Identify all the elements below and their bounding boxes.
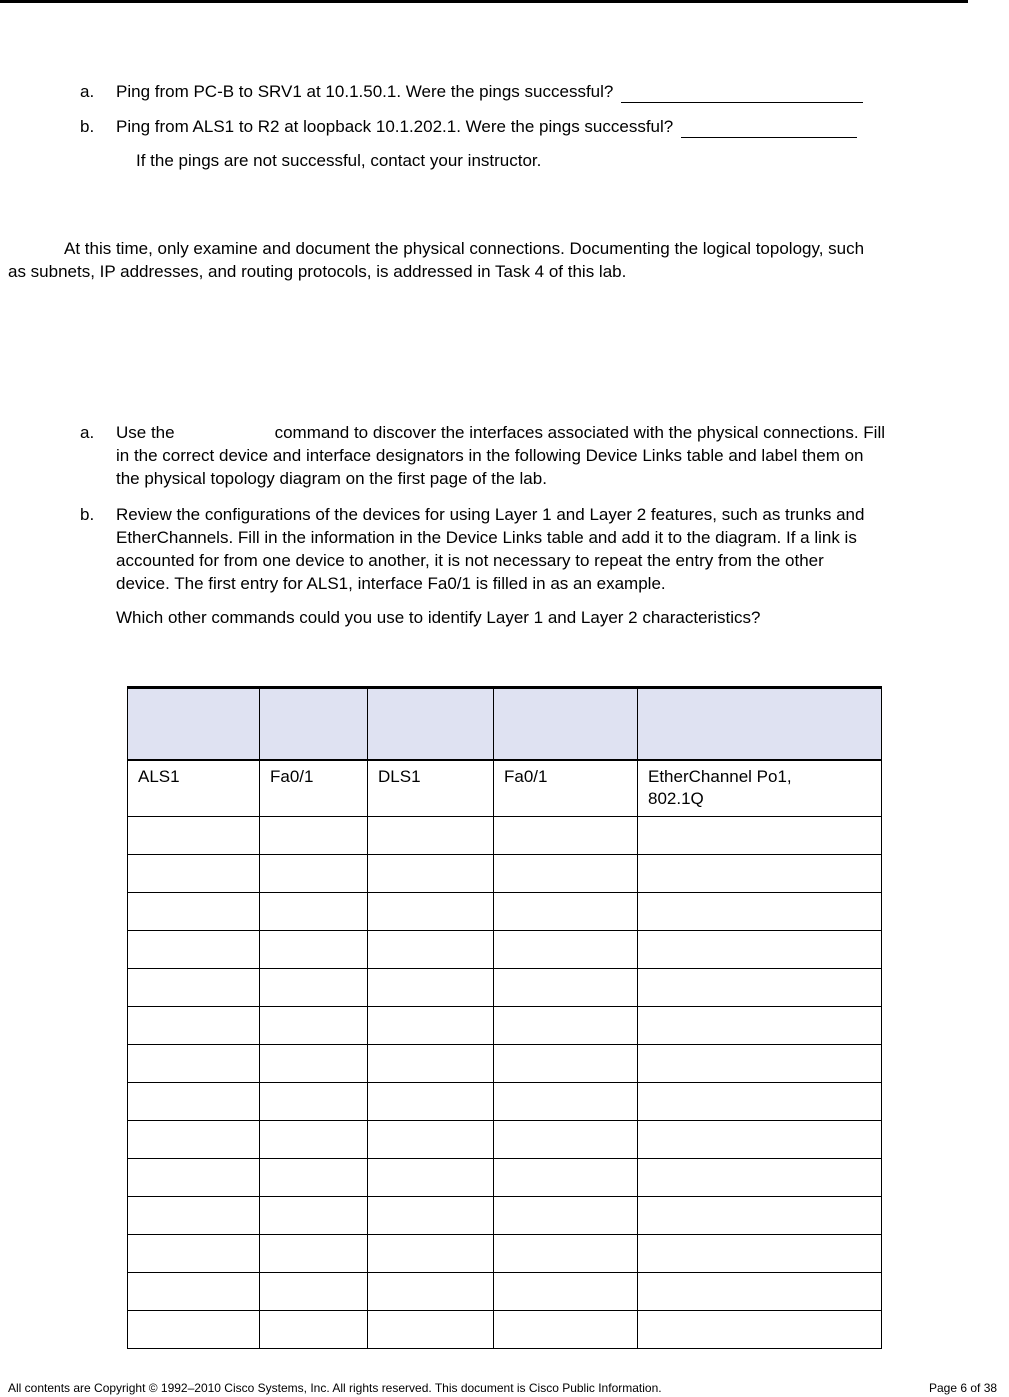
- step-b-item: [80, 116, 857, 138]
- table-row: [128, 855, 882, 893]
- table-row: [128, 1121, 882, 1159]
- list-marker: b.: [80, 505, 95, 524]
- cell-link-type-blank[interactable]: [638, 817, 882, 855]
- cell-from-device-blank[interactable]: [128, 1235, 260, 1273]
- cell-to-device-blank[interactable]: [368, 1083, 494, 1121]
- cell-to-interface-blank[interactable]: [494, 817, 638, 855]
- cell-link-type: [638, 760, 882, 817]
- cell-to-interface: Fa0/1: [494, 760, 638, 817]
- cell-from-device-blank[interactable]: [128, 1045, 260, 1083]
- cell-to-device-blank[interactable]: [368, 1235, 494, 1273]
- cell-to-interface-blank[interactable]: [494, 969, 638, 1007]
- list-marker: a.: [80, 82, 95, 101]
- cell-link-type-blank[interactable]: [638, 893, 882, 931]
- cell-from-interface-blank[interactable]: [260, 1045, 368, 1083]
- cell-to-interface-blank[interactable]: [494, 1121, 638, 1159]
- cell-from-device-blank[interactable]: [128, 1273, 260, 1311]
- step-links-a-before: Use the: [116, 423, 175, 442]
- cell-link-type-blank[interactable]: [638, 1083, 882, 1121]
- cell-from-device-blank[interactable]: [128, 1197, 260, 1235]
- device-links-table: [127, 686, 882, 1349]
- table-row-example: [128, 760, 882, 817]
- cell-from-interface: Fa0/1: [260, 760, 368, 817]
- table-row: [128, 817, 882, 855]
- cell-from-device-blank[interactable]: [128, 931, 260, 969]
- cell-to-device-blank[interactable]: [368, 1197, 494, 1235]
- cell-to-device: DLS1: [368, 760, 494, 817]
- cell-to-interface-blank[interactable]: [494, 931, 638, 969]
- table-row: [128, 1045, 882, 1083]
- footer-copyright: All contents are Copyright © 1992–2010 Cisco Systems, Inc. All rights reserved. This document is Cisco Public Information.: [8, 1381, 662, 1395]
- table-row: [128, 1311, 882, 1349]
- cell-from-device-blank[interactable]: [128, 1083, 260, 1121]
- cell-from-interface-blank[interactable]: [260, 1159, 368, 1197]
- cell-from-device-blank[interactable]: [128, 969, 260, 1007]
- table-row: [128, 1083, 882, 1121]
- cell-from-device-blank[interactable]: [128, 1007, 260, 1045]
- step-a-text: Ping from PC-B to SRV1 at 10.1.50.1. Were the pings successful?: [116, 82, 614, 101]
- cell-to-interface-blank[interactable]: [494, 1311, 638, 1349]
- cell-to-device-blank[interactable]: [368, 855, 494, 893]
- table-row: [128, 1273, 882, 1311]
- step-links-b-line1: Review the configurations of the devices for using Layer 1 and Layer 2 features, such as trunks and: [116, 505, 865, 524]
- cell-to-interface-blank[interactable]: [494, 1197, 638, 1235]
- cell-link-type-blank[interactable]: [638, 1121, 882, 1159]
- list-marker: b.: [80, 117, 95, 136]
- cell-from-interface-blank[interactable]: [260, 969, 368, 1007]
- cell-to-device-blank[interactable]: [368, 817, 494, 855]
- step-links-b-line4: device. The first entry for ALS1, interface Fa0/1 is filled in as an example.: [116, 574, 666, 593]
- cell-to-interface-blank[interactable]: [494, 1235, 638, 1273]
- cell-from-interface-blank[interactable]: [260, 1235, 368, 1273]
- cell-from-interface-blank[interactable]: [260, 1197, 368, 1235]
- cell-to-device-blank[interactable]: [368, 1311, 494, 1349]
- table-row: [128, 893, 882, 931]
- header-to-device: [368, 688, 494, 761]
- cell-from-device-blank[interactable]: [128, 817, 260, 855]
- cell-to-interface-blank[interactable]: [494, 1159, 638, 1197]
- cell-from-interface-blank[interactable]: [260, 1083, 368, 1121]
- cell-to-interface-blank[interactable]: [494, 1083, 638, 1121]
- cell-link-type-blank[interactable]: [638, 1007, 882, 1045]
- step-links-b: [80, 503, 1009, 595]
- cell-to-device-blank[interactable]: [368, 931, 494, 969]
- cell-from-device-blank[interactable]: [128, 1159, 260, 1197]
- cell-to-interface-blank[interactable]: [494, 1045, 638, 1083]
- cell-link-type-blank[interactable]: [638, 1273, 882, 1311]
- cell-from-interface-blank[interactable]: [260, 1273, 368, 1311]
- cell-link-type-blank[interactable]: [638, 1311, 882, 1349]
- header-to-interface: [494, 688, 638, 761]
- cell-to-interface-blank[interactable]: [494, 893, 638, 931]
- step-links-a-after: command to discover the interfaces associated with the physical connections. Fill: [274, 423, 885, 442]
- cell-link-type-blank[interactable]: [638, 855, 882, 893]
- cell-from-interface-blank[interactable]: [260, 893, 368, 931]
- cell-from-device-blank[interactable]: [128, 1121, 260, 1159]
- instructor-note: If the pings are not successful, contact your instructor.: [136, 151, 542, 170]
- footer-page-number: Page 6 of 38: [929, 1381, 998, 1395]
- cell-to-device-blank[interactable]: [368, 1159, 494, 1197]
- step-links-b-line2: EtherChannels. Fill in the information in the Device Links table and add it to the diagram. If a link is: [116, 528, 857, 547]
- cell-from-interface-blank[interactable]: [260, 1121, 368, 1159]
- cell-link-type-blank[interactable]: [638, 969, 882, 1007]
- step-links-a-line2: in the correct device and interface designators in the following Device Links table and label them on: [116, 446, 864, 465]
- cell-link-type-blank[interactable]: [638, 931, 882, 969]
- cell-to-interface-blank[interactable]: [494, 1007, 638, 1045]
- answer-blank-b[interactable]: [681, 119, 857, 138]
- task-intro-line2: as subnets, IP addresses, and routing protocols, is addressed in Task 4 of this lab.: [8, 262, 627, 281]
- step-links-a-line3: the physical topology diagram on the first page of the lab.: [116, 469, 547, 488]
- cell-to-device-blank[interactable]: [368, 969, 494, 1007]
- header-from-device: [128, 688, 260, 761]
- table-row: [128, 1235, 882, 1273]
- cell-from-interface-blank[interactable]: [260, 817, 368, 855]
- step-links-a: [80, 421, 1009, 490]
- link-type-line1: EtherChannel Po1,: [648, 767, 792, 786]
- table-header-row: [128, 688, 882, 761]
- cell-from-device-blank[interactable]: [128, 855, 260, 893]
- header-link-type: [638, 688, 882, 761]
- list-marker: a.: [80, 423, 95, 442]
- cell-link-type-blank[interactable]: [638, 1159, 882, 1197]
- cell-link-type-blank[interactable]: [638, 1235, 882, 1273]
- table-row: [128, 1197, 882, 1235]
- table-row: [128, 1007, 882, 1045]
- task-intro-line1: At this time, only examine and document the physical connections. Documenting the logical topology, such: [64, 239, 865, 258]
- table-row: [128, 931, 882, 969]
- cell-from-interface-blank[interactable]: [260, 931, 368, 969]
- cell-from-interface-blank[interactable]: [260, 1007, 368, 1045]
- table-row: [128, 1159, 882, 1197]
- step-links-b-line3: accounted for from one device to another, it is not necessary to repeat the entry from the other: [116, 551, 824, 570]
- cell-to-device-blank[interactable]: [368, 1045, 494, 1083]
- cell-to-interface-blank[interactable]: [494, 855, 638, 893]
- cell-to-interface-blank[interactable]: [494, 1273, 638, 1311]
- cell-to-device-blank[interactable]: [368, 1121, 494, 1159]
- answer-blank-a[interactable]: [621, 84, 863, 103]
- link-type-line2: 802.1Q: [648, 789, 704, 808]
- top-rule: [0, 0, 968, 3]
- step-a-item: [80, 81, 863, 103]
- header-from-interface: [260, 688, 368, 761]
- step-b-text: Ping from ALS1 to R2 at loopback 10.1.202.1. Were the pings successful?: [116, 117, 674, 136]
- cell-to-device-blank[interactable]: [368, 1273, 494, 1311]
- cell-from-interface-blank[interactable]: [260, 855, 368, 893]
- layer-question: Which other commands could you use to identify Layer 1 and Layer 2 characteristics?: [116, 608, 761, 627]
- table-row: [128, 969, 882, 1007]
- cell-to-device-blank[interactable]: [368, 893, 494, 931]
- cell-from-device: ALS1: [128, 760, 260, 817]
- cell-from-device-blank[interactable]: [128, 1311, 260, 1349]
- cell-from-device-blank[interactable]: [128, 893, 260, 931]
- cell-link-type-blank[interactable]: [638, 1197, 882, 1235]
- cell-link-type-blank[interactable]: [638, 1045, 882, 1083]
- cell-from-interface-blank[interactable]: [260, 1311, 368, 1349]
- cell-to-device-blank[interactable]: [368, 1007, 494, 1045]
